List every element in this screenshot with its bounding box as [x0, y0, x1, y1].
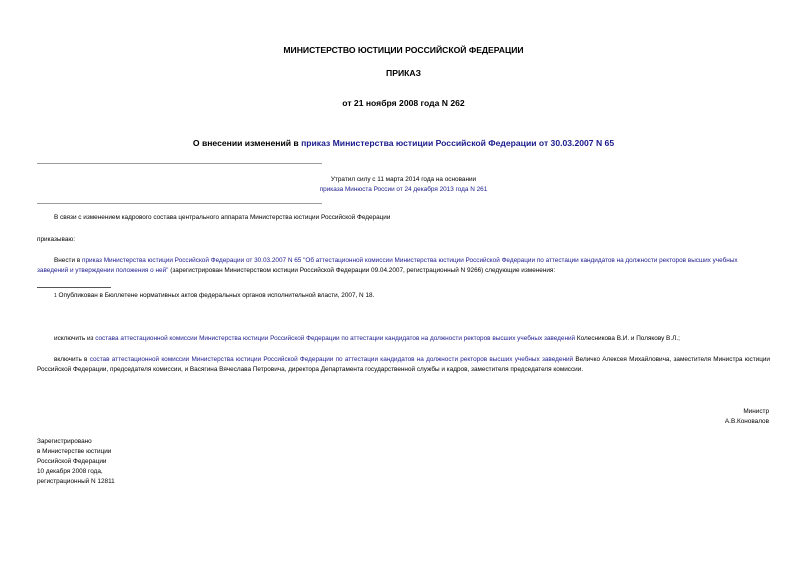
divider-bottom	[37, 203, 322, 204]
item1-paragraph	[37, 256, 770, 276]
doc-type-heading: ПРИКАЗ	[386, 68, 421, 78]
title-amended-order-link[interactable]: приказ Министерства юстиции Российской Федерации от 30.03.2007 N 65	[301, 138, 615, 148]
status-note-line1: Утратил силу с 11 марта 2014 года на основании	[330, 176, 477, 183]
footnote-text: Опубликован в Бюллетене нормативных актов федеральных органов исполнительной власти, 2007, N 18.	[56, 292, 375, 299]
item1-order-link[interactable]: приказ Министерства юстиции Российской Федерации от 30.03.2007 N 65 "Об аттестационной комиссии Министерства юстиции Российской Федерации по аттестации кандидатов на должности ректоров высших учебных заведений и утверждении положения о ней"	[37, 257, 738, 274]
footnote-rule	[37, 287, 111, 288]
ministry-heading: МИНИСТЕРСТВО ЮСТИЦИИ РОССИЙСКОЙ ФЕДЕРАЦИИ	[283, 45, 524, 55]
registration-line-5: регистрационный N 12811	[37, 478, 115, 485]
exclude-suffix: Колесникова В.И. и Полякову В.Л.;	[575, 335, 680, 342]
divider-top	[37, 163, 322, 164]
registration-line-2: в Министерстве юстиции	[37, 448, 112, 455]
registration-line-1: Зарегистрировано	[37, 438, 92, 445]
registration-line-4: 10 декабря 2008 года,	[37, 468, 103, 475]
date-number-heading: от 21 ноября 2008 года N 262	[342, 98, 465, 108]
intro-paragraph: В связи с изменением кадрового состава центрального аппарата Министерства юстиции Российской Федерации	[54, 214, 391, 221]
include-paragraph	[37, 355, 770, 375]
document-title	[0, 138, 807, 148]
title-prefix: О внесении изменений в	[192, 138, 302, 148]
registration-line-3: Российской Федерации	[37, 458, 107, 465]
signature-name: А.В.Коновалов	[724, 418, 769, 425]
item1-prefix: Внести в	[54, 257, 82, 264]
order-word: приказываю:	[37, 236, 75, 243]
exclude-commission-link[interactable]: состава аттестационной комиссии Министерства юстиции Российской Федерации по аттестации кандидатов на должности ректоров высших учебных заведений	[95, 335, 576, 342]
footnote-marker: 1	[54, 293, 57, 299]
exclude-paragraph	[54, 334, 680, 344]
include-suffix: Величко Алексея Михайловича, заместителя Министра юстиции Российской Федерации, председателя комиссии, и Васягина Вячеслава Петровича, директора Департамента государственной службы и кадров, заместителя председателя комиссии.	[37, 356, 771, 373]
exclude-prefix: исключить из	[54, 335, 96, 342]
status-note-link[interactable]: приказа Минюста России от 24 декабря 2013 года N 261	[319, 186, 488, 193]
signature-position: Министр	[743, 408, 769, 415]
footnote	[54, 291, 374, 301]
include-prefix: включить в	[54, 356, 90, 363]
item1-suffix: (зарегистрирован Министерством юстиции Российской Федерации 09.04.2007, регистрационный N 9266) следующие изменения:	[168, 267, 556, 274]
include-commission-link[interactable]: состав аттестационной комиссии Министерства юстиции Российской Федерации по аттестации кандидатов на должности ректоров высших учебных заведений	[89, 356, 574, 363]
